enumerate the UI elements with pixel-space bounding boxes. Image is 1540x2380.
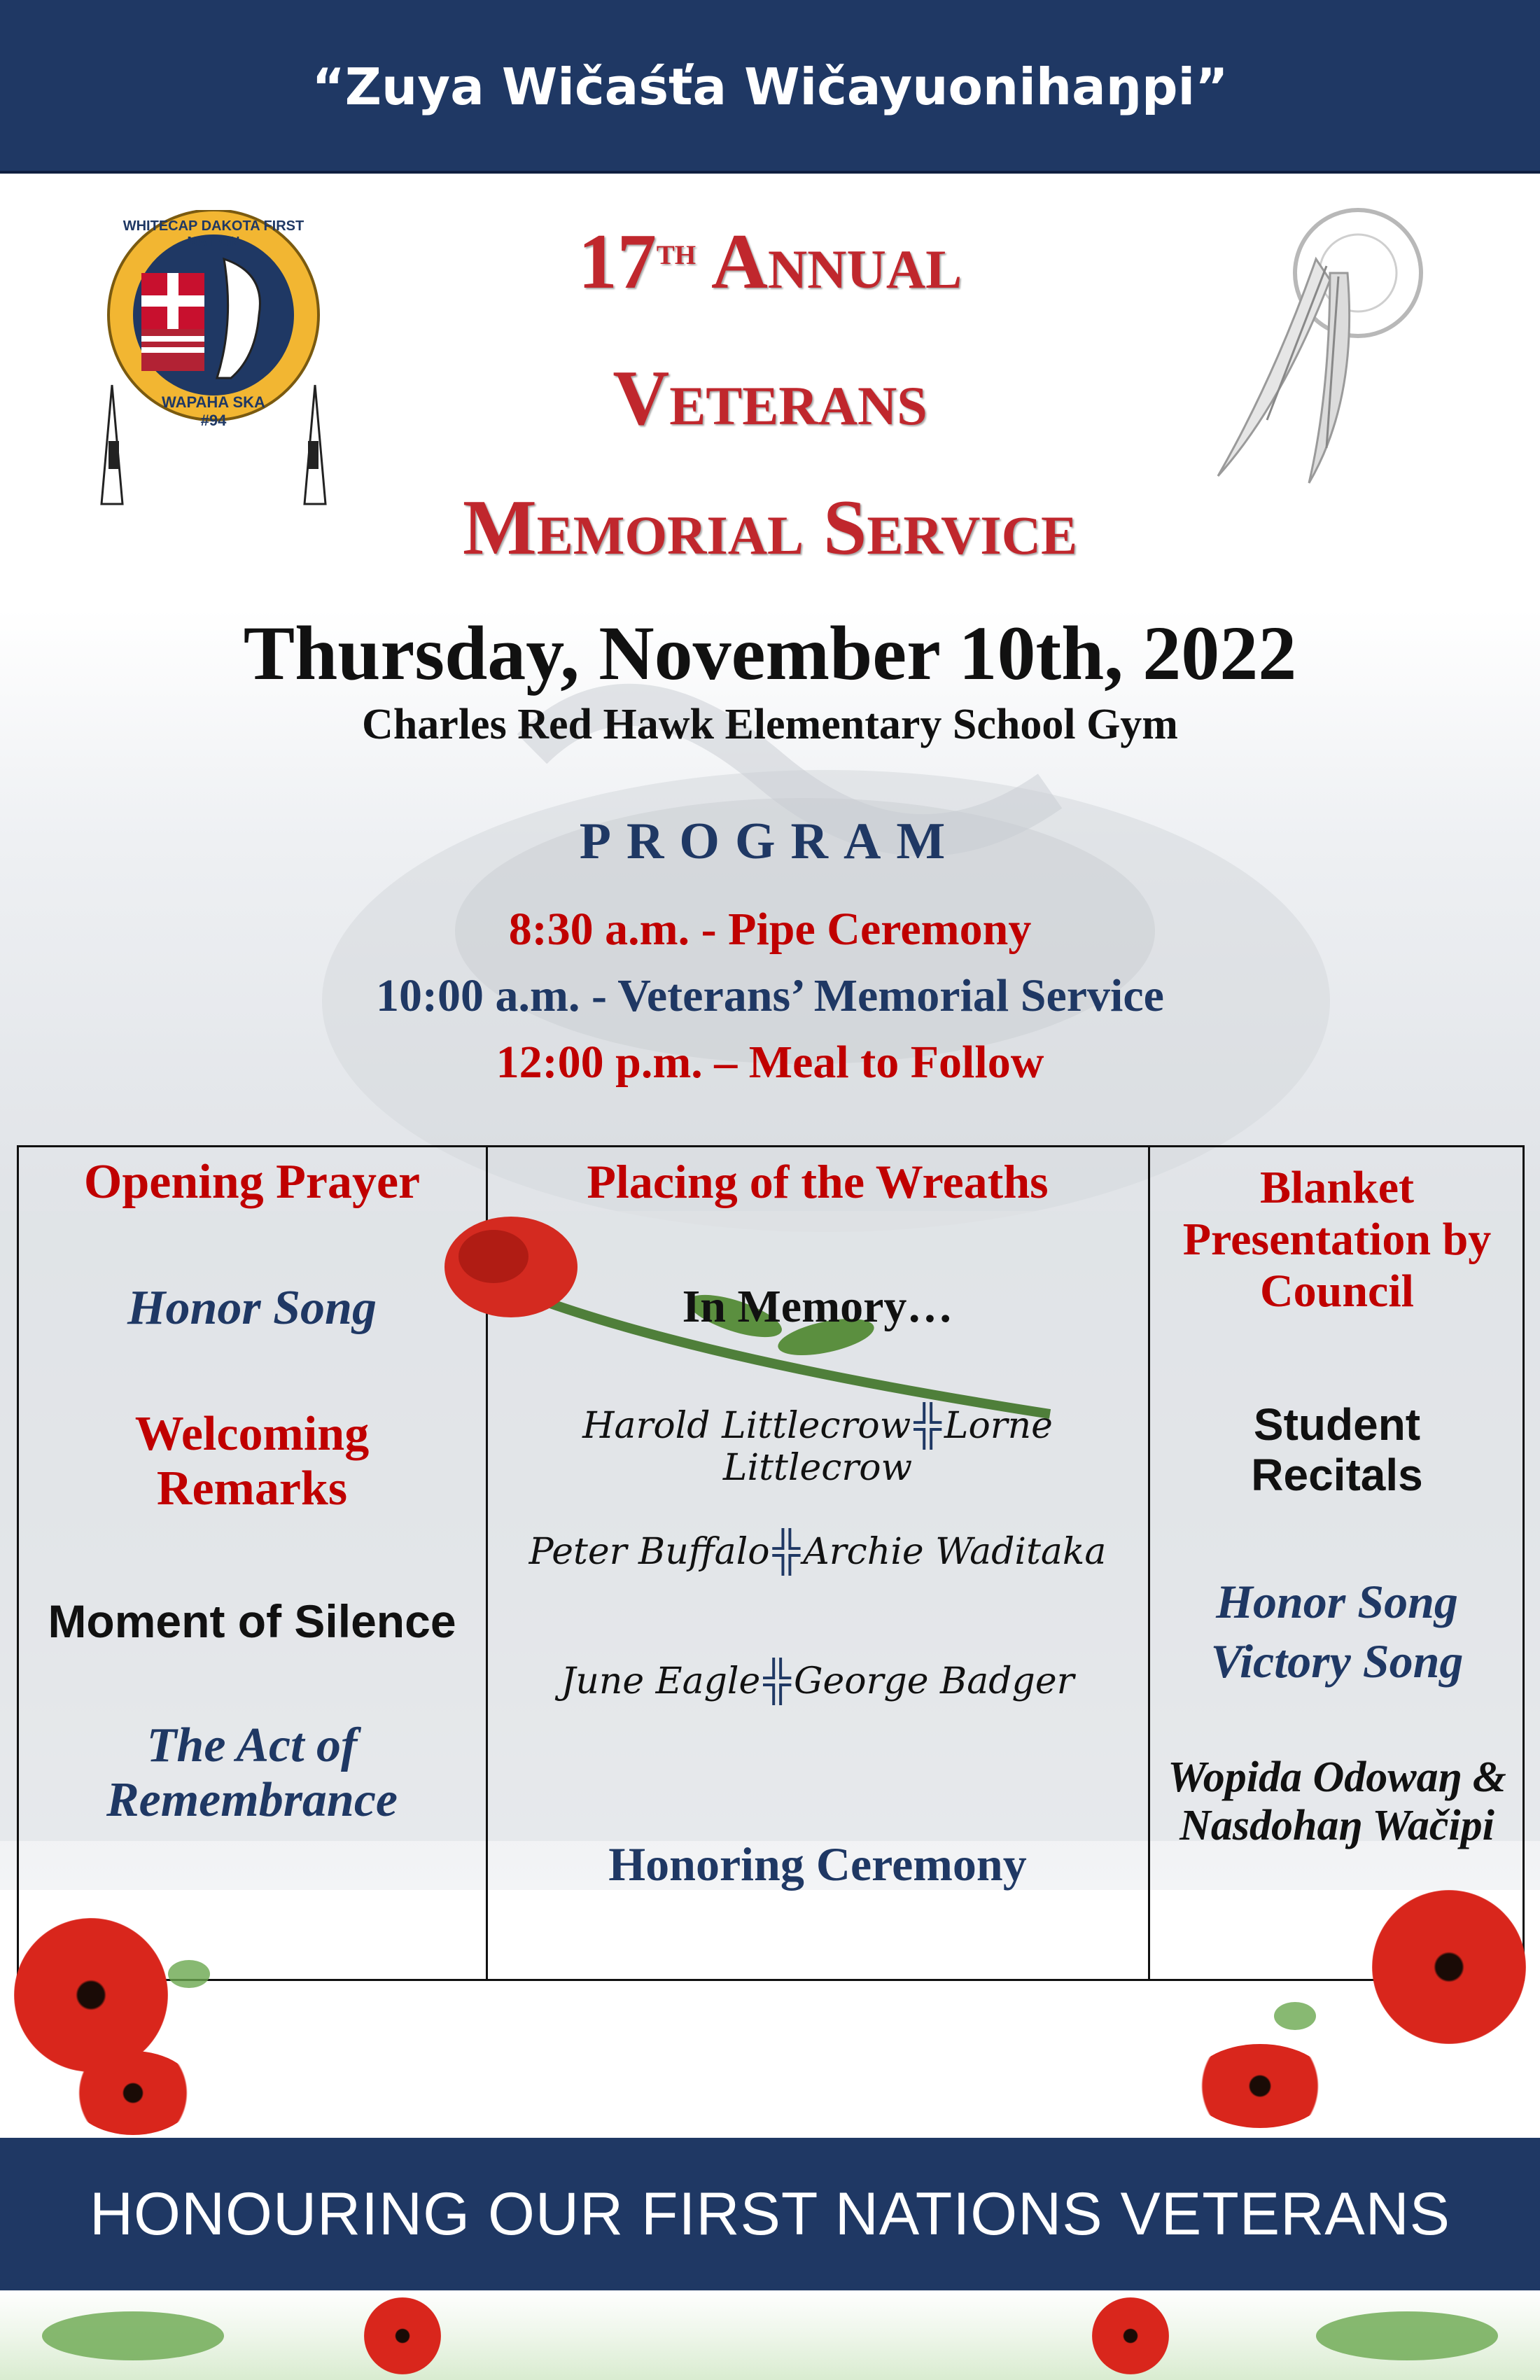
cross-separator: ╬ — [913, 1404, 941, 1447]
header-text: “Zuya Wičaśťa Wičayuonihaŋpi” — [312, 57, 1228, 116]
program-item: 8:30 a.m. - Pipe Ceremony — [508, 904, 1032, 955]
poppy-flower — [1092, 2297, 1169, 2374]
cross-separator: ╬ — [763, 1659, 791, 1702]
right-honor-song: Honor Song — [1216, 1575, 1458, 1628]
title-ordinal-suffix: th — [656, 230, 696, 273]
honor-song: Honor Song — [127, 1281, 377, 1335]
victory-song: Victory Song — [1210, 1634, 1464, 1688]
title-ordinal: 17 — [578, 218, 657, 305]
leaf-decoration — [1316, 2311, 1498, 2360]
memorial-name: Archie Waditaka — [803, 1531, 1107, 1573]
poppy-flower — [70, 2051, 196, 2135]
column-divider — [1148, 1145, 1150, 1979]
poppy-flower — [364, 2297, 441, 2374]
event-title-line1 — [0, 217, 1540, 307]
wreaths-heading: Placing of the Wreaths — [587, 1155, 1049, 1208]
memorial-names-row — [490, 1404, 1145, 1488]
footer-banner — [0, 2138, 1540, 2290]
leaf-decoration — [42, 2311, 224, 2360]
header-divider — [0, 171, 1540, 174]
welcoming-remarks: Welcoming Remarks — [134, 1407, 370, 1516]
cross-separator: ╬ — [772, 1530, 801, 1573]
opening-prayer: Opening Prayer — [83, 1155, 421, 1209]
memorial-name: Harold Littlecrow — [582, 1405, 911, 1447]
student-recitals: Student Recitals — [1251, 1399, 1423, 1500]
moment-of-silence: Moment of Silence — [48, 1595, 456, 1647]
event-venue: Charles Red Hawk Elementary School Gym — [362, 701, 1178, 748]
header-banner — [0, 0, 1540, 171]
logo-ring-top: WHITECAP DAKOTA FIRST NATION — [122, 218, 304, 250]
poppy-flower — [1372, 1890, 1526, 2044]
logo-ring-bottom: WAPAHA SKA — [162, 393, 265, 411]
footer-flowers — [0, 2290, 1540, 2380]
honoring-ceremony: Honoring Ceremony — [608, 1837, 1027, 1891]
poppy-bud — [168, 1960, 210, 1988]
memorial-names-row — [490, 1530, 1145, 1574]
event-date: Thursday, November 10th, 2022 — [243, 610, 1297, 696]
blanket-presentation: Blanket Presentation by Council — [1182, 1162, 1492, 1317]
poppy-flower — [1190, 2044, 1330, 2128]
title-annual: Annual — [710, 218, 962, 305]
footer-text: HONOURING OUR FIRST NATIONS VETERANS — [89, 2180, 1451, 2248]
event-title-line3: Memorial Service — [462, 484, 1077, 571]
poppy-bud — [1274, 2002, 1316, 2030]
act-of-remembrance: The Act of Remembrance — [106, 1718, 398, 1828]
wopida-odowan: Wopida Odowaŋ & Nasdohaŋ Wačipi — [1168, 1754, 1506, 1850]
program-heading: PROGRAM — [579, 813, 961, 870]
logo-number: #94 — [200, 412, 227, 429]
memorial-name: Peter Buffalo — [528, 1531, 770, 1573]
memorial-name: Lorne Littlecrow — [722, 1405, 1053, 1489]
memorial-name: George Badger — [793, 1660, 1074, 1702]
event-title-line2: Veterans — [612, 355, 927, 442]
program-item: 12:00 p.m. – Meal to Follow — [496, 1037, 1044, 1088]
memorial-names-row — [490, 1659, 1145, 1703]
memorial-name: June Eagle — [561, 1660, 761, 1702]
program-item: 10:00 a.m. - Veterans’ Memorial Service — [376, 970, 1164, 1021]
poppy-flower — [14, 1918, 168, 2072]
in-memory-heading: In Memory… — [682, 1281, 953, 1332]
